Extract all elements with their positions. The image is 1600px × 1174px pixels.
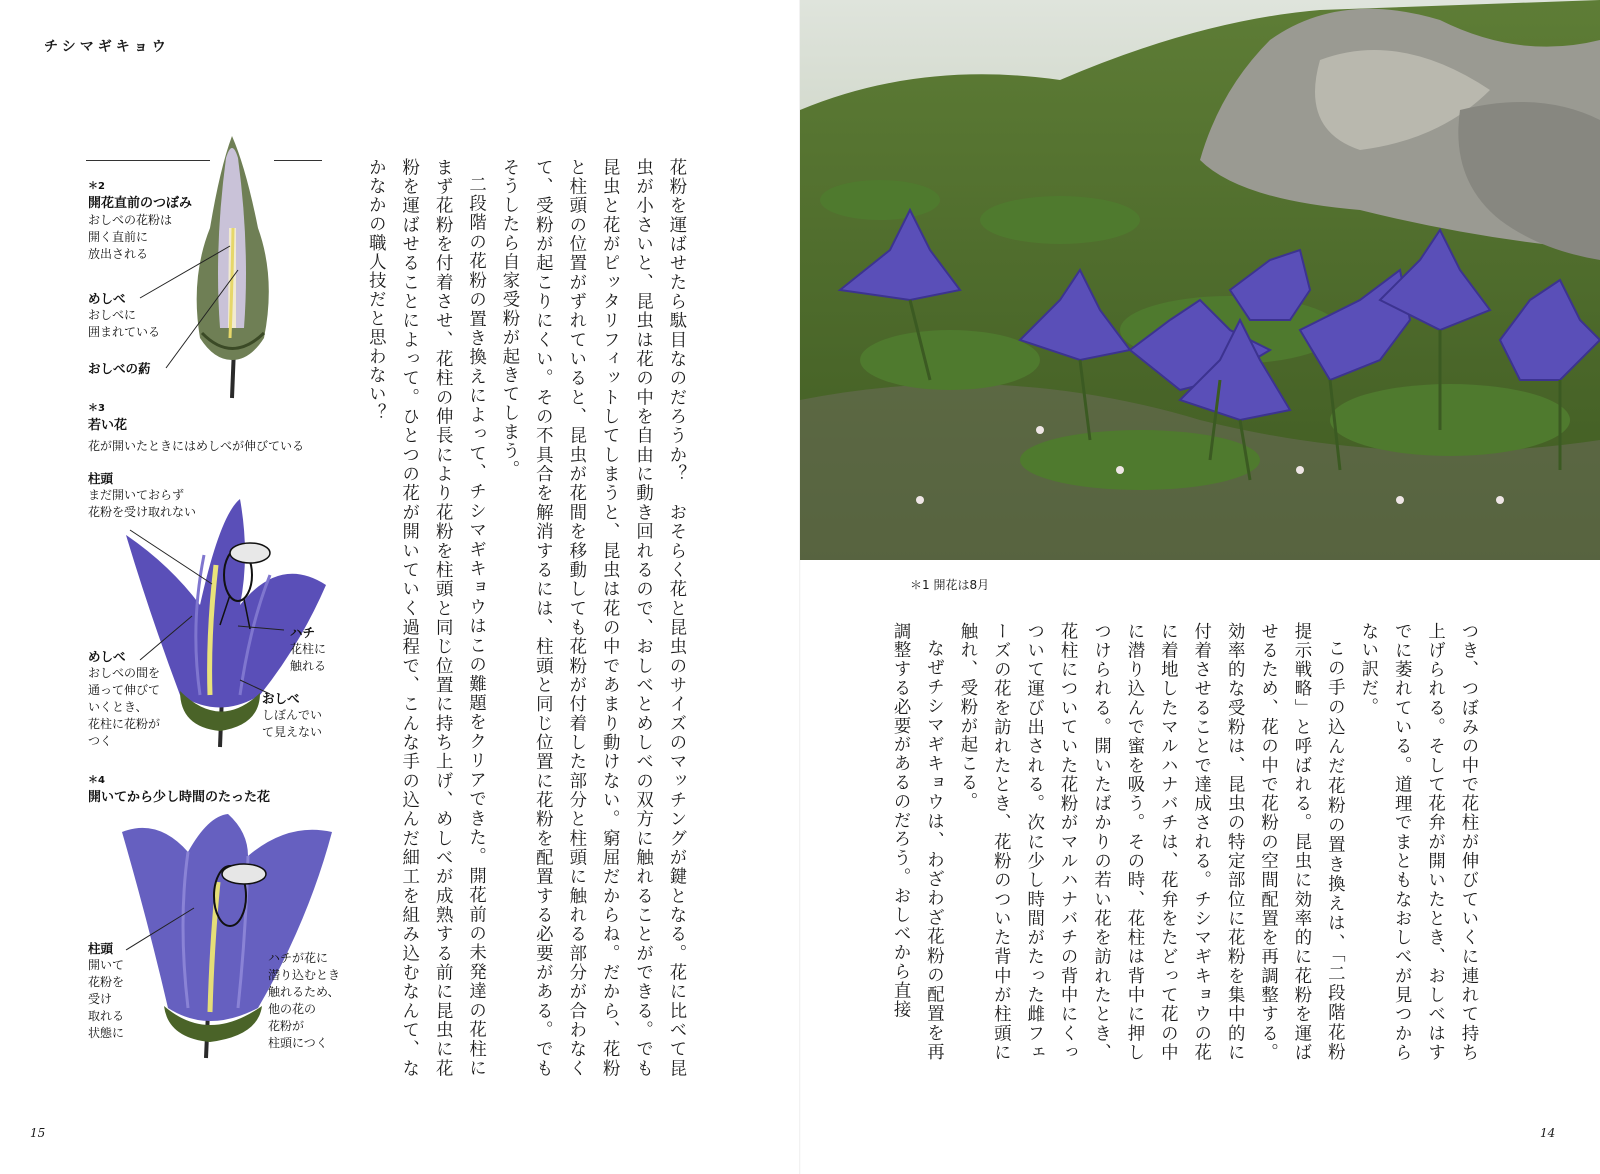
figure-3-pistil-desc-5: つく <box>88 734 113 748</box>
figure-4-number: ＊4 <box>88 775 105 786</box>
figure-4-stigma-caption <box>88 940 124 1042</box>
photo-caption <box>910 576 989 593</box>
figure-3-pistil-desc-3: いくとき、 <box>88 700 148 714</box>
figure-4-leader-line <box>120 900 200 960</box>
figure-3-bee-label: ハチ <box>290 625 316 640</box>
figure-3-stigma-label: 柱頭 <box>88 471 114 486</box>
figure-3-pistil-desc-4: 花柱に花粉が <box>88 717 161 731</box>
figure-2-desc-2: 開く直前に <box>88 230 149 244</box>
figure-3-pistil-label: めしべ <box>88 649 126 664</box>
figure-3-desc: 花が開いたときにはめしべが伸びている <box>88 439 305 453</box>
left-paragraph-1: 花粉を運ばせたら駄目なのだろうか？ おそらく花と昆虫のサイズのマッチングが鍵となる。花に比べて昆虫が小さいと、昆虫は花の中を自由に動き回れるので、おしべとめしべの双方に触れることができる。でも昆虫と花がピッタリフィットしてしまうと、昆虫は花の中であまり動けない。窮屈だからね。だから、花粉と柱頭の位置がずれていると、昆虫が花間を移動しても花粉が付着した部分と柱頭に触れる部分が合わなくて、受粉が起こりにくい。その不具合を解消するには、柱頭と同じ位置に花粉を配置する必要がある。でもそうしたら自家受粉が起きてしまう。 <box>498 158 686 1078</box>
page-number-right: 14 <box>1540 1126 1556 1140</box>
figure-4-stigma-desc-5: 状態に <box>88 1026 125 1040</box>
figure-3-bee-caption <box>290 624 326 675</box>
figure-4-stigma-desc-1: 開いて <box>88 958 125 972</box>
right-page <box>800 0 1600 1174</box>
figure-3-number: ＊3 <box>88 403 105 414</box>
figure-4-bee-caption <box>268 950 340 1052</box>
figure-4-bee-desc-1: ハチが花に <box>268 951 329 965</box>
figure-2-leader-lines <box>130 240 250 380</box>
figure-3-pistil-caption <box>88 648 160 750</box>
figure-4-stigma-desc-3: 受け <box>88 992 113 1006</box>
photo-caption-text: 開花は8月 <box>933 578 990 592</box>
figure-3-pistil-desc-2: 通って伸びて <box>88 683 161 697</box>
right-body-text <box>883 622 1484 1062</box>
figure-4-bee-desc-5: 花粉が <box>268 1019 305 1033</box>
figure-2-desc-1: おしべの花粉は <box>88 213 173 227</box>
figure-2-anther-label: おしべの葯 <box>88 361 151 376</box>
figure-3-bee-desc-1: 花柱に <box>290 642 327 656</box>
figure-4-caption <box>88 772 270 806</box>
figure-4-stigma-desc-2: 花粉を <box>88 975 125 989</box>
figure-3-stamen-caption <box>262 690 322 741</box>
left-body-text <box>358 158 692 1078</box>
figure-4-stigma-desc-4: 取れる <box>88 1009 125 1023</box>
figure-3-stigma-desc-2: 花粉を受け取れない <box>88 505 197 519</box>
running-title: チシマギキョウ <box>44 39 170 55</box>
figure-2-title: 開花直前のつぼみ <box>88 196 193 211</box>
figure-3-title: 若い花 <box>88 418 128 433</box>
figure-4-bee-desc-4: 他の花の <box>268 1002 317 1016</box>
page-number-left: 15 <box>30 1126 46 1140</box>
figure-2-pistil-desc-2: 囲まれている <box>88 325 161 339</box>
figure-4-bee-desc-2: 潜り込むとき <box>268 968 341 982</box>
figure-4-title: 開いてから少し時間のたった花 <box>88 790 271 805</box>
left-paragraph-2: 二段階の花粉の置き換えによって、チシマギキョウはこの難題をクリアできた。開花前の未発達の花柱にまず花粉を付着させ、花柱の伸長により花粉を柱頭と同じ位置に持ち上げ、めしべが成熟する前に昆虫に花粉を運ばせることによって。ひとつの花が開いていく過程で、こんな手の込んだ細工を組み込むなんて、なかなかの職人技だと思わない？ <box>365 158 486 1078</box>
figure-3-stigma-desc-1: まだ開いておらず <box>88 488 185 502</box>
bellflower-photo <box>800 0 1600 560</box>
figure-3-stamen-desc-1: しぼんでい <box>262 708 323 722</box>
right-paragraph-1: つき、つぼみの中で花柱が伸びていくに連れて持ち上げられる。そして花弁が開いたとき、おしべはすでに萎れている。道理でまともなおしべが見つからない訳だ。 <box>1357 622 1478 1062</box>
figure-2-number: ＊2 <box>88 181 105 192</box>
figure-3-stamen-label: おしべ <box>262 691 300 706</box>
figure-4-stigma-label: 柱頭 <box>88 941 114 956</box>
photo-caption-number: ＊1 <box>910 578 930 592</box>
figure-2-pistil-label: めしべ <box>88 291 126 306</box>
figure-4-bee-desc-3: 触れるため、 <box>268 985 340 999</box>
figure-2-desc-3: 放出される <box>88 247 149 261</box>
figure-3-caption <box>88 400 304 455</box>
figure-3-bee-desc-2: 触れる <box>290 659 327 673</box>
figure-2-pistil-desc-1: おしべに <box>88 308 137 322</box>
right-paragraph-2: この手の込んだ花粉の置き換えは、「二段階花粉提示戦略」と呼ばれる。昆虫に効率的に花粉を運ばせるため、花の中で花粉の空間配置を再調整する。効率的な受粉は、昆虫の特定部位に花粉を集中的に付着させることで達成される。チシマギキョウの花に着地したマルハナバチは、花弁をたどって花の中に潜り込んで蜜を吸う。その時、花柱は背中に押しつけられる。開いたばかりの若い花を訪れたとき、花柱についていた花粉がマルハナバチの背中にくっついて運び出される。次に少し時間がたった雌フェーズの花を訪れたとき、花粉のついた背中が柱頭に触れ、受粉が起こる。 <box>956 622 1345 1062</box>
figure-4-bee-desc-6: 柱頭につく <box>268 1036 328 1050</box>
right-paragraph-3: なぜチシマギキョウは、わざわざ花粉の配置を再調整する必要があるのだろう。おしべから直接 <box>890 622 944 1062</box>
figure-3-pistil-desc-1: おしべの間を <box>88 666 161 680</box>
figure-3-stamen-desc-2: て見えない <box>262 725 323 739</box>
